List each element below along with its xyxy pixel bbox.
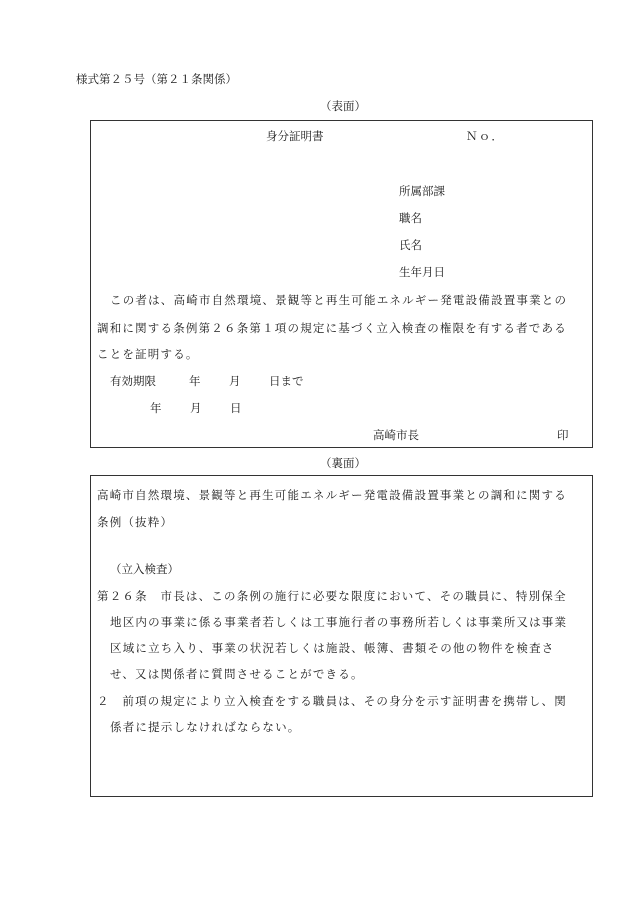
back-label: （裏面） [320, 456, 366, 470]
front-label: （表面） [320, 99, 366, 113]
article-line-3: 区域に立ち入り、事業の状況若しくは施設、帳簿、書類その他の物件を検査さ [110, 641, 555, 655]
issue-year: 年 [150, 401, 162, 415]
section-heading: （立入検査） [110, 562, 179, 576]
field-name: 氏名 [399, 238, 422, 252]
law-title-line-2: 条例（抜粋） [97, 515, 174, 529]
validity-label: 有効期限 [110, 374, 156, 388]
paragraph2-line-2: 係者に提示しなければならない。 [110, 720, 301, 734]
article-line-4: せ、又は関係者に質問させることができる。 [110, 667, 364, 681]
body-line-2: 調和に関する条例第２６条第１項の規定に基づく立入検査の権限を有する者である [97, 321, 567, 335]
field-position: 職名 [399, 211, 422, 225]
validity-month: 月 [229, 374, 241, 388]
field-department: 所属部課 [399, 184, 445, 198]
certificate-title: 身分証明書 [266, 129, 324, 143]
form-number: 様式第２５号（第２１条関係） [76, 72, 237, 86]
issuer: 高崎市長 [373, 428, 419, 442]
body-line-3: ことを証明する。 [97, 347, 199, 361]
issue-day: 日 [230, 401, 242, 415]
article-line-1: 第２６条 市長は、この条例の施行に必要な限度において、その職員に、特別保全 [97, 589, 567, 603]
issue-month: 月 [190, 401, 202, 415]
field-birthdate: 生年月日 [399, 265, 445, 279]
paragraph2-line-1: ２ 前項の規定により立入検査をする職員は、その身分を示す証明書を携帯し、関 [97, 694, 567, 708]
validity-year: 年 [189, 374, 201, 388]
number-label: Ｎｏ． [466, 129, 505, 143]
validity-day: 日まで [269, 374, 304, 388]
front-card [90, 120, 593, 448]
seal-mark: 印 [557, 428, 569, 442]
body-line-1: この者は、高崎市自然環境、景観等と再生可能エネルギー発電設備設置事業との [110, 293, 568, 307]
law-title-line-1: 高崎市自然環境、景観等と再生可能エネルギー発電設備設置事業との調和に関する [97, 488, 567, 502]
article-line-2: 地区内の事業に係る事業者若しくは工事施行者の事務所若しくは事業所又は事業 [110, 615, 568, 629]
